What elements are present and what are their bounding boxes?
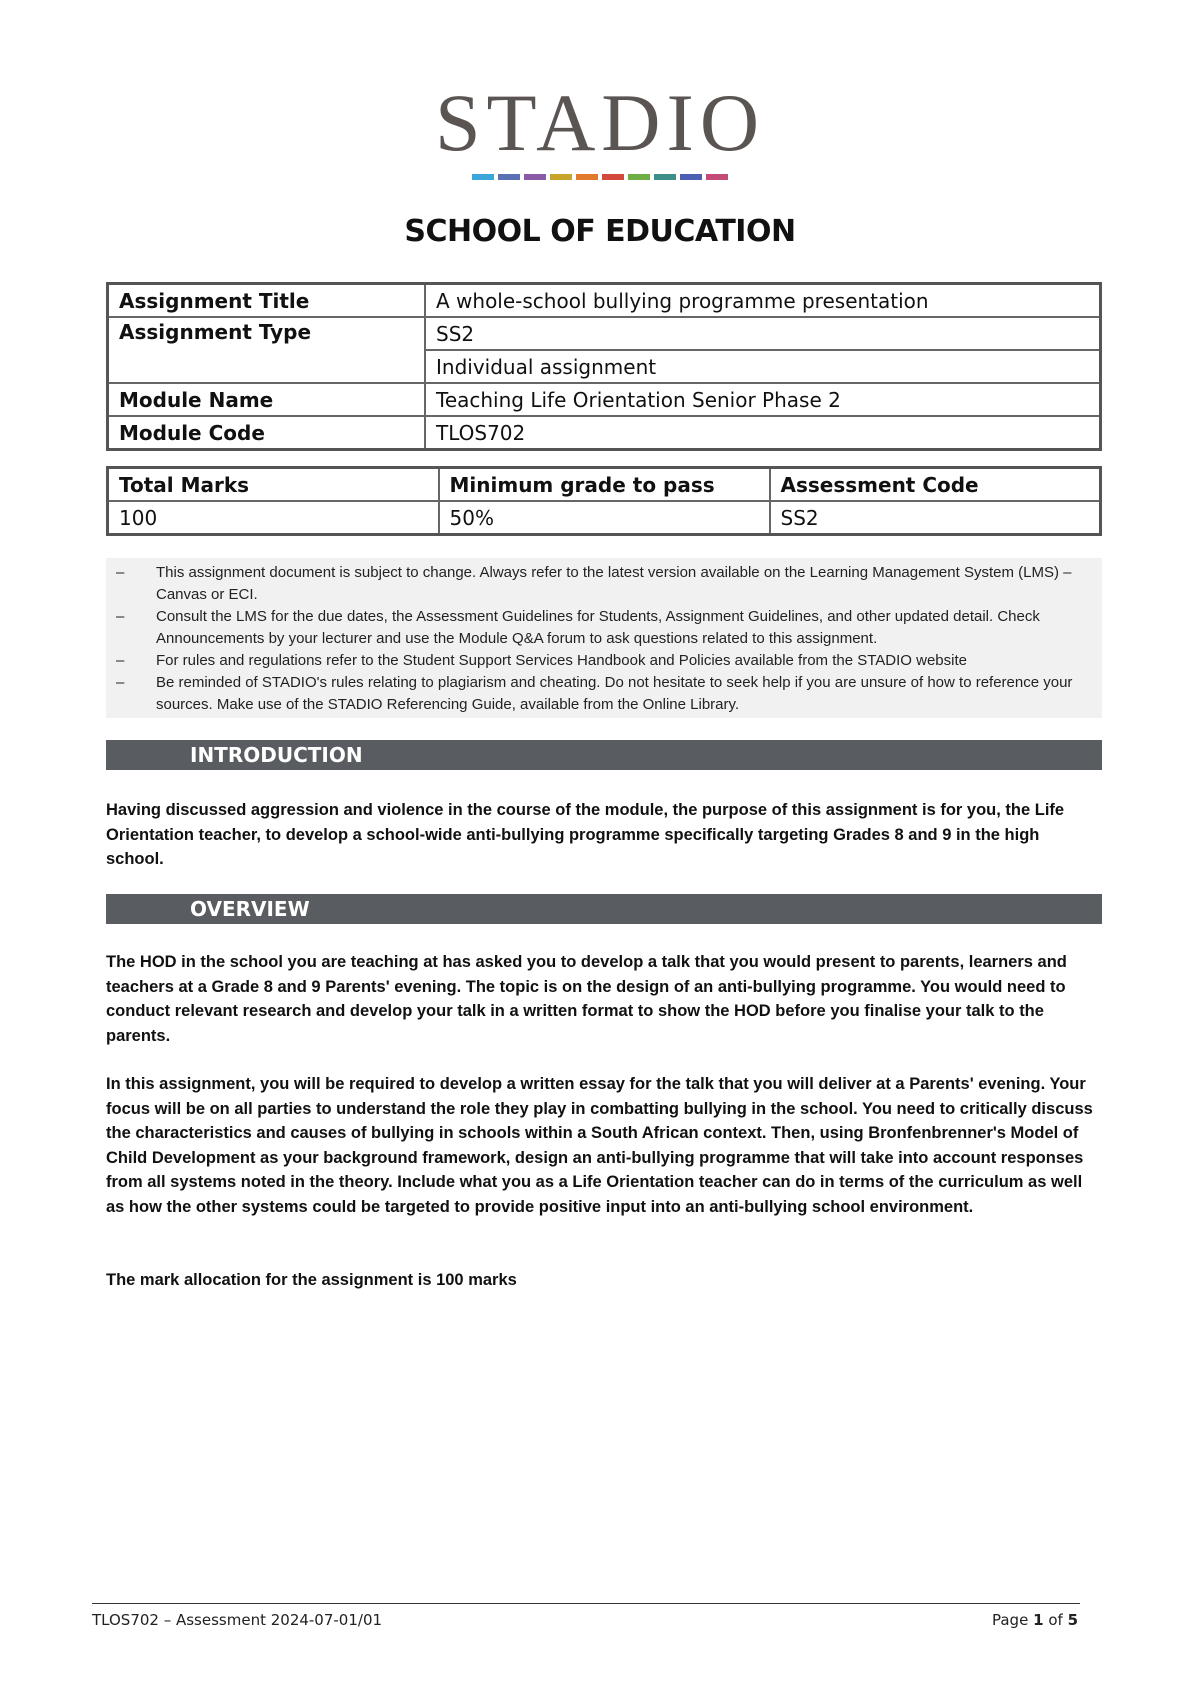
logo-wordmark: STADIO <box>434 77 766 168</box>
of-word: of <box>1048 1611 1063 1629</box>
overview-paragraph-2: In this assignment, you will be required to develop a written essay for the talk that you will deliver at a Parents' evening. Your focus will be on all parties to understand the role they play in combatting bullying in the school. You need to critically discuss the characteristics and causes of bullying in schools within a South African context. Then, using Bronfenbrenner's Model of Child Development as your background framework, design an anti-bullying programme that will take into account responses from all systems noted in the theory. Include what you as a Life Orientation teacher can do in terms of the curriculum as well as how the other systems could be targeted to provide positive input into an anti-bullying school environment. <box>106 1075 1093 1216</box>
info-value: TLOS702 <box>425 416 1101 450</box>
footer-document-code: TLOS702 – Assessment 2024-07-01/01 <box>92 1611 383 1629</box>
list-item <box>116 672 1092 716</box>
logo-stripe-segment <box>654 174 676 180</box>
table-row <box>108 284 1101 318</box>
marks-table <box>106 466 1102 536</box>
dash-bullet: – <box>116 674 125 691</box>
overview-paragraph-1: The HOD in the school you are teaching at has asked you to develop a talk that you would present to parents, learners and teachers at a Grade 8 and 9 Parents' evening. The topic is on the design of an anti-bullying programme. You would need to conduct relevant research and develop your talk in a written format to show the HOD before you finalise your talk to the parents. <box>106 953 1067 1045</box>
school-title: SCHOOL OF EDUCATION <box>404 214 796 249</box>
logo-stripe-segment <box>498 174 520 180</box>
marks-header: Total Marks <box>108 468 439 502</box>
logo-stripe-segment <box>550 174 572 180</box>
logo-stripe-segment <box>680 174 702 180</box>
marks-value: 50% <box>439 501 770 535</box>
dash-bullet: – <box>116 564 125 581</box>
logo-stripe-segment <box>472 174 494 180</box>
note-text: Be reminded of STADIO's rules relating to plagiarism and cheating. Do not hesitate to seek help if you are unsure of how to reference your sources. Make use of the STADIO Referencing Guide, available from the Online Library. <box>156 674 1073 713</box>
logo-color-stripe <box>0 174 1200 180</box>
logo-stripe-segment <box>706 174 728 180</box>
introduction-heading: INTRODUCTION <box>106 740 1102 770</box>
footer-divider <box>92 1603 1080 1604</box>
table-row <box>108 501 1101 535</box>
dash-bullet: – <box>116 608 125 625</box>
info-value: A whole-school bullying programme presentation <box>425 284 1101 318</box>
logo-stripe-segment <box>524 174 546 180</box>
note-text: Consult the LMS for the due dates, the Assessment Guidelines for Students, Assignment Guidelines, and other updated detail. Check Announcements by your lecturer and use the Module Q&A forum to ask questions related to this assignment. <box>156 608 1040 647</box>
info-value: SS2 <box>425 317 1101 350</box>
marks-value: SS2 <box>770 501 1101 535</box>
table-row <box>108 416 1101 450</box>
notes-box <box>106 558 1102 718</box>
marks-header: Minimum grade to pass <box>439 468 770 502</box>
info-key: Assignment Title <box>108 284 426 318</box>
table-header-row <box>108 468 1101 502</box>
page-current: 1 <box>1033 1611 1044 1629</box>
list-item <box>116 650 1092 672</box>
info-key: Assignment Type <box>108 317 426 383</box>
dash-bullet: – <box>116 652 125 669</box>
logo-stripe-segment <box>628 174 650 180</box>
table-row <box>108 383 1101 416</box>
note-text: For rules and regulations refer to the Student Support Services Handbook and Policies available from the STADIO website <box>156 652 967 669</box>
list-item <box>116 606 1092 650</box>
footer-page-number <box>992 1611 1078 1629</box>
assignment-info-table <box>106 282 1102 451</box>
info-key: Module Code <box>108 416 426 450</box>
logo-stripe-segment <box>576 174 598 180</box>
marks-value: 100 <box>108 501 439 535</box>
marks-header: Assessment Code <box>770 468 1101 502</box>
note-text: This assignment document is subject to change. Always refer to the latest version available on the Learning Management System (LMS) – Canvas or ECI. <box>156 564 1072 603</box>
page-total: 5 <box>1067 1611 1078 1629</box>
introduction-paragraph: Having discussed aggression and violence in the course of the module, the purpose of this assignment is for you, the Life Orientation teacher, to develop a school-wide anti-bullying programme specifically targeting Grades 8 and 9 in the high school. <box>106 801 1065 868</box>
overview-paragraph-3: The mark allocation for the assignment is 100 marks <box>106 1271 517 1289</box>
list-item <box>116 562 1092 606</box>
info-value: Teaching Life Orientation Senior Phase 2 <box>425 383 1101 416</box>
overview-heading: OVERVIEW <box>106 894 1102 924</box>
info-value: Individual assignment <box>425 350 1101 383</box>
table-row <box>108 317 1101 350</box>
page-word: Page <box>991 1611 1029 1629</box>
stadio-logo <box>0 77 1200 180</box>
info-key: Module Name <box>108 383 426 416</box>
logo-stripe-segment <box>602 174 624 180</box>
